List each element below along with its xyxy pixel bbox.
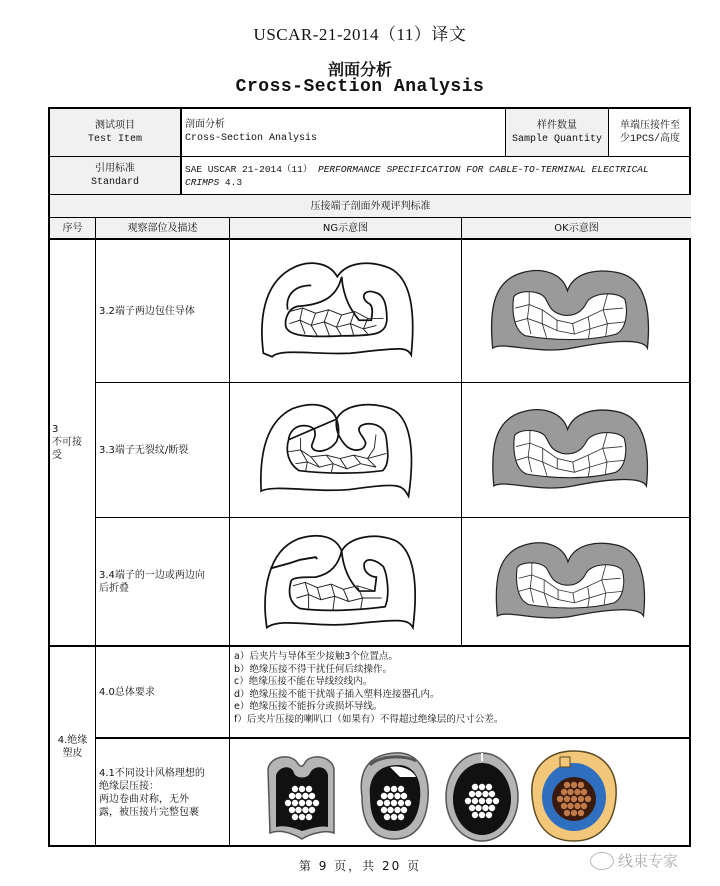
column-header-ng: NG示意图 <box>230 218 462 240</box>
requirement-item: f）后夹片压接的喇叭口（如果有）不得超过绝缘层的尺寸公差。 <box>234 713 504 725</box>
row-4-0-requirements <box>230 647 691 739</box>
standard-value-prefix: SAE USCAR 21-2014（11） <box>185 164 313 175</box>
row-3-4-description-line2: 后折叠 <box>99 582 129 594</box>
row-3-2-ok-image <box>462 240 691 383</box>
row-4-1-description-line4: 露，被压接片完整包裹 <box>99 807 199 818</box>
test-item-value-cn: 剖面分析 <box>185 120 225 131</box>
test-item-label-cn: 测试项目 <box>95 120 135 132</box>
sample-quantity-label-cn: 样件数量 <box>537 120 577 132</box>
group-4-label-text-cont: 塑皮 <box>62 748 83 759</box>
wechat-icon <box>590 852 614 870</box>
group-4-label <box>50 647 96 847</box>
requirement-item: c）绝缘压接不能在导线绞线内。 <box>234 676 373 687</box>
column-header-description: 观察部位及描述 <box>96 218 230 240</box>
row-3-3-ng-image <box>230 383 462 518</box>
ok-crimp-diagram <box>477 524 677 639</box>
row-3-3-description: 3.3端子无裂纹/断裂 <box>96 383 230 518</box>
row-4-1-description-line2: 绝缘层压接： <box>99 781 159 792</box>
ng-crack-fracture-diagram <box>246 390 446 510</box>
insulation-crimp-oval-style <box>446 753 518 841</box>
row-4-1-description <box>96 739 230 847</box>
watermark-text: 线束专家 <box>618 852 679 870</box>
row-3-4-ok-image <box>462 518 691 647</box>
row-3-2-ng-image <box>230 240 462 383</box>
insulation-crimp-overlap-style <box>268 757 334 839</box>
ok-crimp-diagram <box>477 249 677 374</box>
group-3-label-text-cont: 受 <box>52 450 62 461</box>
sample-quantity-value-line1: 单端压接件至 <box>620 120 680 132</box>
test-item-label-en: Test Item <box>87 133 142 145</box>
ng-wrap-conductor-diagram <box>246 249 446 374</box>
group-3-label <box>50 240 96 647</box>
row-3-2-description: 3.2端子两边包住导体 <box>96 240 230 383</box>
column-header-ok: OK示意图 <box>462 218 691 240</box>
ng-folded-back-diagram <box>246 524 446 639</box>
standard-label <box>50 157 182 195</box>
standard-label-en: Standard <box>90 176 139 188</box>
standard-value-title: PERFORMANCE SPECIFICATION FOR CABLE-TO-TERMINAL ELECTRICAL CRIMPS <box>185 164 649 188</box>
page-title-en: Cross-Section Analysis <box>235 77 485 97</box>
page-number: 第 9 页，共 20 页 <box>298 859 422 873</box>
row-3-4-description <box>96 518 230 647</box>
document-id-header: USCAR-21-2014（11）译文 <box>253 25 467 44</box>
row-4-1-description-line1: 4.1不同设计风格理想的 <box>99 768 205 779</box>
page-title-cn: 剖面分析 <box>327 60 392 79</box>
test-item-label <box>50 109 182 157</box>
section-title: 压接端子剖面外观评判标准 <box>50 195 691 218</box>
insulation-crimp-color-cross-section <box>532 751 616 841</box>
requirement-item: a）后夹片与导体至少接触3个位置点。 <box>234 651 398 662</box>
standard-value <box>182 157 691 195</box>
requirement-item: b）绝缘压接不得干扰任何后续操作。 <box>234 663 393 675</box>
ok-crimp-diagram <box>477 390 677 510</box>
sample-quantity-value-line2: 少1PCS/高度 <box>619 133 680 145</box>
sample-quantity-value <box>609 109 691 157</box>
test-item-value-en: Cross-Section Analysis <box>185 133 318 144</box>
standard-value-clause: 4.3 <box>224 177 243 188</box>
sample-quantity-label-en: Sample Quantity <box>511 133 602 145</box>
row-4-0-description: 4.0总体要求 <box>96 647 230 739</box>
group-4-label-text: 4.绝缘 <box>57 735 88 746</box>
insulation-crimp-styles-diagram <box>230 739 691 847</box>
row-4-1-description-line3: 两边卷曲对称，无外 <box>99 794 189 805</box>
row-3-4-description-line1: 3.4端子的一边或两边向 <box>99 569 205 581</box>
row-4-1-images <box>230 739 691 847</box>
requirement-item: d）绝缘压接不能干扰端子插入塑料连接器孔内。 <box>234 688 440 700</box>
row-3-4-ng-image <box>230 518 462 647</box>
group-3-label-text: 不可接 <box>52 437 82 448</box>
watermark <box>590 850 678 871</box>
column-header-index: 序号 <box>50 218 96 240</box>
test-item-value <box>182 109 506 157</box>
analysis-sheet <box>48 107 691 847</box>
insulation-crimp-wrap-style <box>361 753 428 839</box>
row-3-3-ok-image <box>462 383 691 518</box>
requirement-item: e）绝缘压接不能拆分或损坏导线。 <box>234 701 383 712</box>
group-3-label-number: 3 <box>52 424 59 435</box>
sample-quantity-label <box>506 109 609 157</box>
standard-label-cn: 引用标准 <box>95 163 135 175</box>
